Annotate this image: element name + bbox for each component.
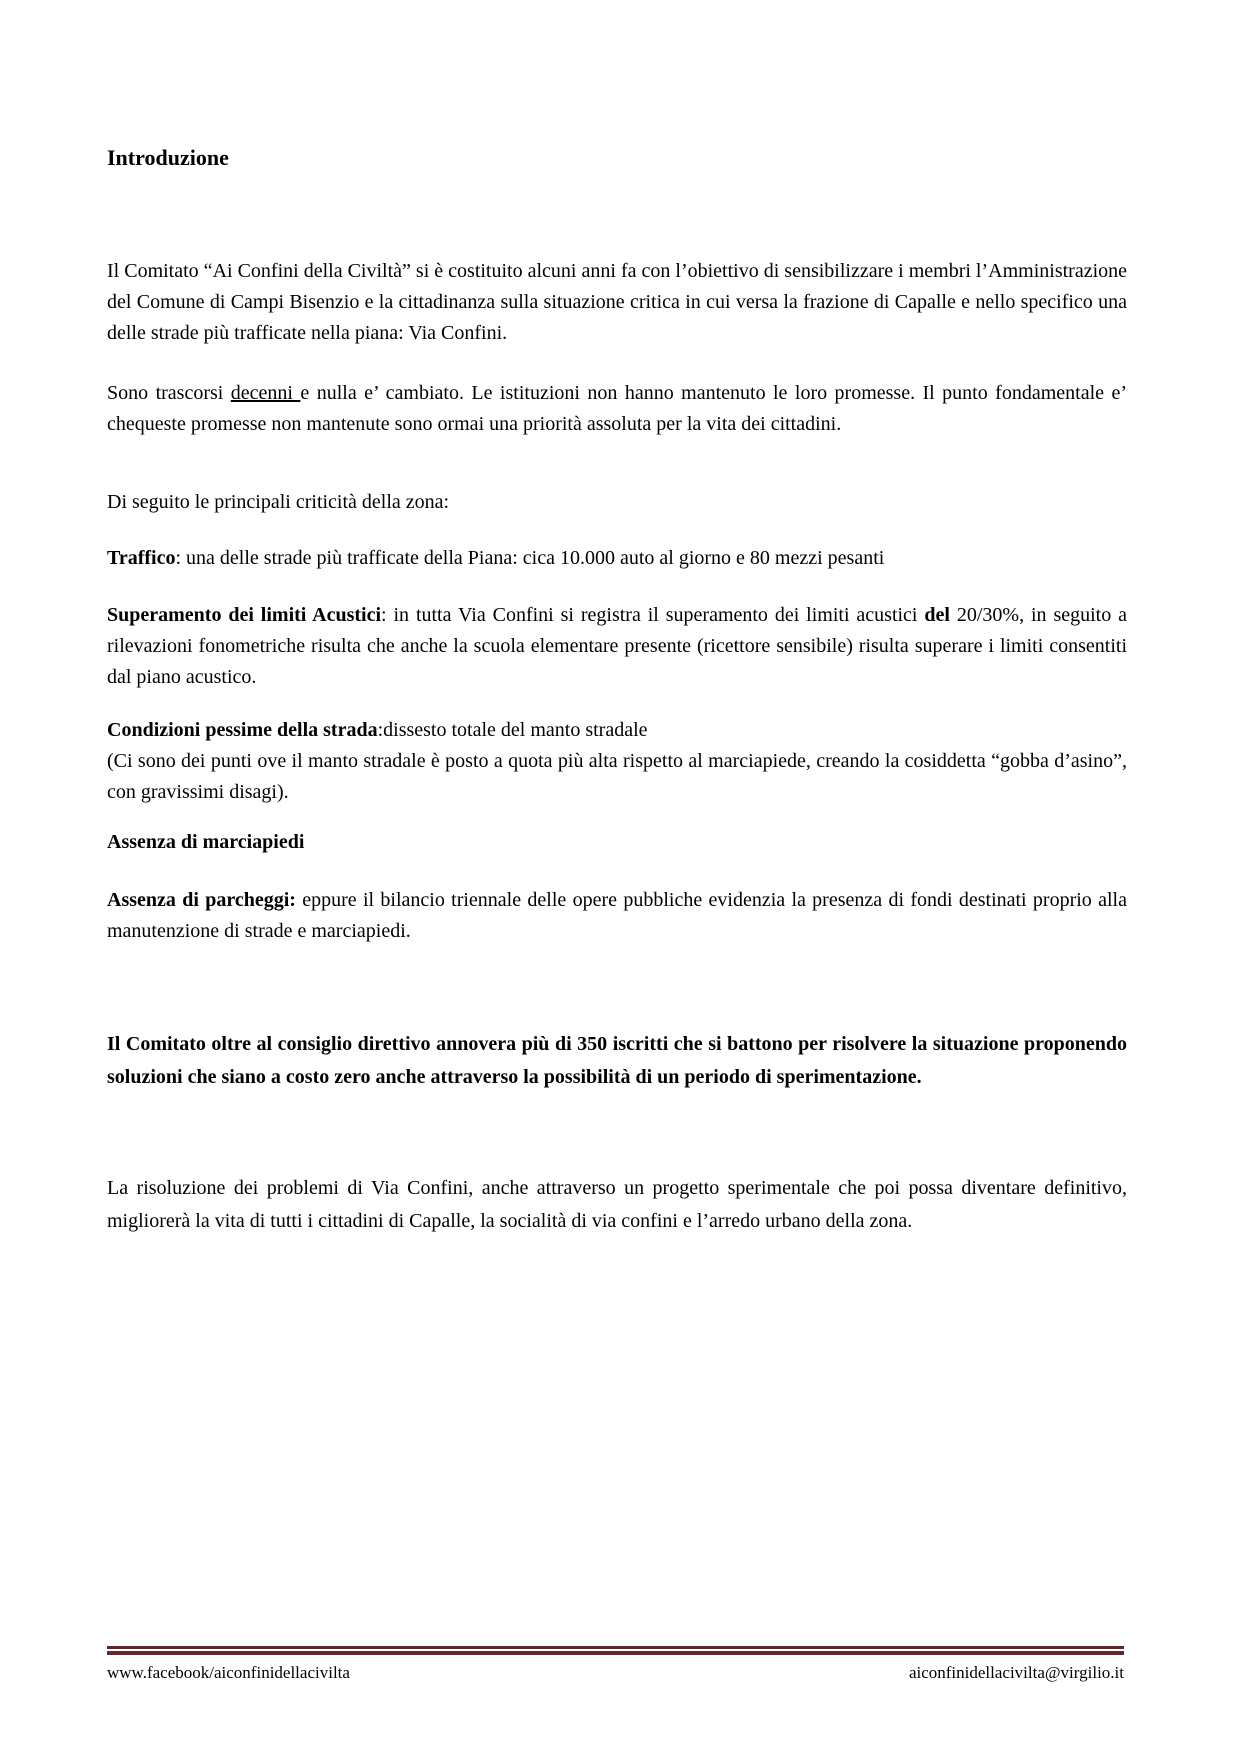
promesse-text-post: e nulla e’ cambiato. Le istituzioni non hanno mantenuto le loro promesse. Il punto fondamentale e’ chequeste promesse non mantenute sono ormai una priorità assoluta per la vita dei cittadini. xyxy=(107,382,1127,435)
acustici-text-1: : in tutta Via Confini si registra il superamento dei limiti acustici xyxy=(381,604,925,626)
acustici-label: Superamento dei limiti Acustici xyxy=(107,604,382,626)
footer-email: aiconfinidellacivilta@virgilio.it xyxy=(908,1663,1124,1682)
paragraph-promesse xyxy=(107,378,1127,440)
footer-facebook-url: www.facebook/aiconfinidellacivilta xyxy=(107,1663,350,1682)
traffico-text: : una delle strade più trafficate della Piana: cica 10.000 auto al giorno e 80 mezzi pesanti xyxy=(175,547,885,569)
page-title: Introduzione xyxy=(107,145,229,170)
paragraph-risoluzione: La risoluzione dei problemi di Via Confini, anche attraverso un progetto sperimentale che poi possa diventare definitivo, migliorerà la vita di tutti i cittadini di Capalle, la socialità di via confini e l’arredo urbano della zona. xyxy=(107,1177,1127,1232)
traffico-label: Traffico xyxy=(107,547,176,569)
acustici-bold-del: del xyxy=(924,604,950,626)
promesse-text-pre: Sono trascorsi xyxy=(107,382,231,404)
page-footer xyxy=(107,1646,1124,1684)
footer-divider xyxy=(107,1646,1124,1655)
document-content xyxy=(107,0,1127,1238)
footer-divider-thick-line xyxy=(107,1651,1124,1655)
parcheggi-label: Assenza di parcheggi: xyxy=(107,889,296,911)
paragraph-marciapiedi: Assenza di marciapiedi xyxy=(107,831,305,853)
strada-label: Condizioni pessime della strada xyxy=(107,719,378,741)
parcheggi-text: eppure il bilancio triennale delle opere pubbliche evidenzia la presenza di fondi destinati proprio alla manutenzione di strade e marciapiedi. xyxy=(107,889,1127,942)
acustici-text-2: 20/30%, in seguito a rilevazioni fonometriche risulta che anche la scuola elementare presente (ricettore sensibile) risulta superare i limiti consentiti dal piano acustico. xyxy=(107,604,1127,688)
paragraph-comitato-iscritti: Il Comitato oltre al consiglio direttivo annovera più di 350 iscritti che si battono per risolvere la situazione proponendo soluzioni che siano a costo zero anche attraverso la possibilità di un periodo di sperimentazione. xyxy=(107,1033,1127,1088)
paragraph-parcheggi xyxy=(107,885,1127,947)
paragraph-limiti-acustici xyxy=(107,600,1127,693)
strada-text: :dissesto totale del manto stradale xyxy=(377,719,648,741)
paragraph-criticita-heading: Di seguito le principali criticità della zona: xyxy=(107,491,450,513)
footer-text-row xyxy=(107,1662,1124,1684)
paragraph-traffico xyxy=(107,543,1127,574)
promesse-underlined-word: decenni xyxy=(230,382,301,404)
paragraph-comitato-intro: Il Comitato “Ai Confini della Civiltà” si è costituito alcuni anni fa con l’obiettivo di sensibilizzare i membri l’Amministrazione del Comune di Campi Bisenzio e la cittadinanza sulla situazione critica in cui versa la frazione di Capalle e nello specifico una delle strade più trafficate nella piana: Via Confini. xyxy=(107,260,1127,344)
paragraph-condizioni-strada xyxy=(107,715,1127,808)
strada-note: (Ci sono dei punti ove il manto stradale è posto a quota più alta rispetto al marciapiede, creando la cosiddetta “gobba d’asino”, con gravissimi disagi). xyxy=(107,750,1127,803)
